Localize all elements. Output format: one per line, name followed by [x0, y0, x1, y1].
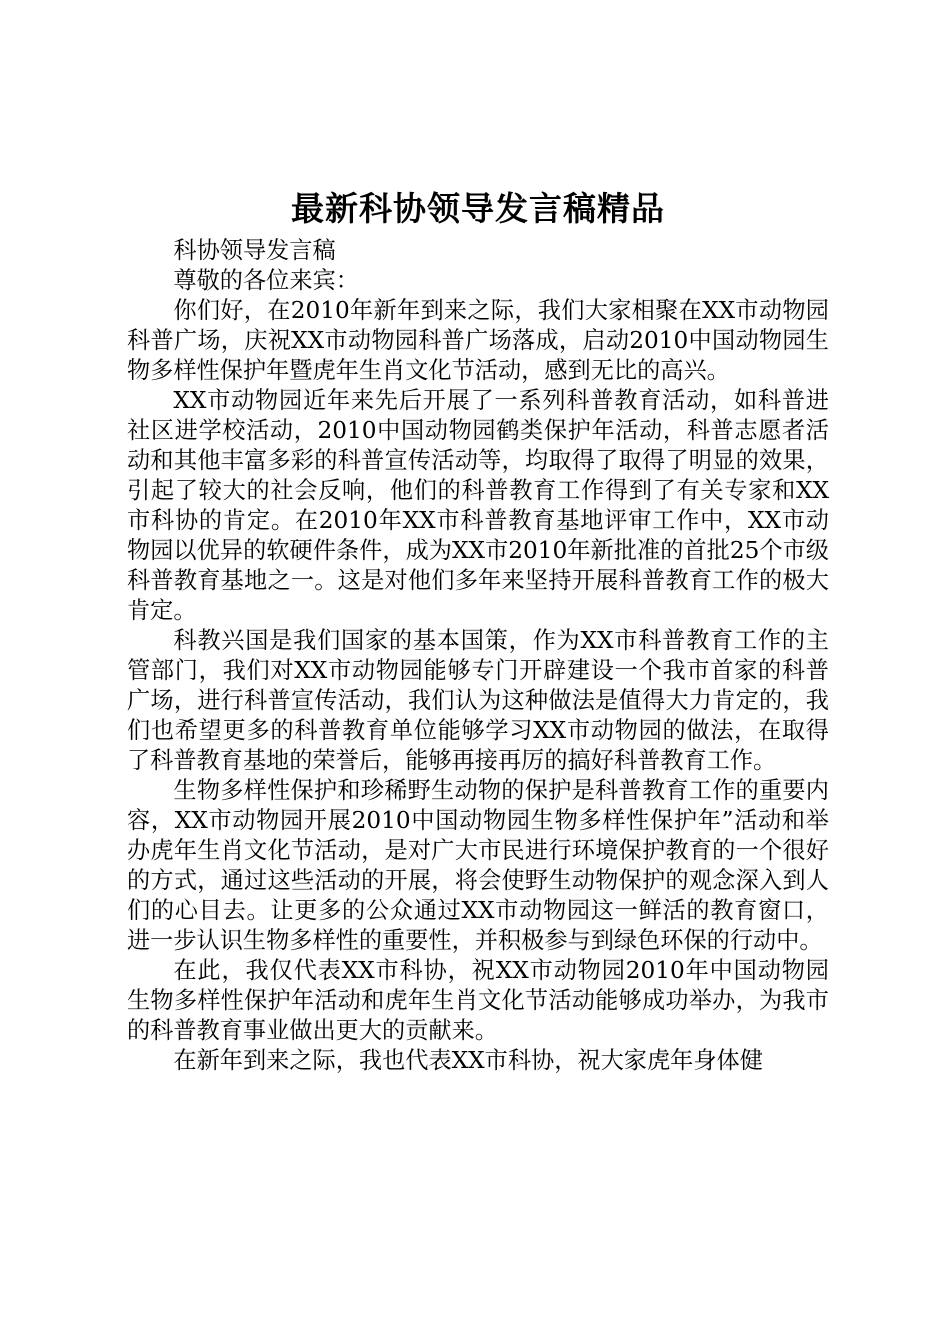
paragraph-greeting: 你们好，在2010年新年到来之际，我们大家相聚在XX市动物园科普广场，庆祝XX市动物园科普广场落成，启动2010中国动物园生物多样性保护年暨虎年生肖文化节活动，感到无比的高兴。 — [127, 297, 829, 384]
paragraph-activities: XX市动物园近年来先后开展了一系列科普教育活动，如科普进社区进学校活动，2010中国动物园鹤类保护年活动，科普志愿者活动和其他丰富多彩的科普宣传活动等，均取得了取得了明显的效果，引起了较大的社会反响，他们的科普教育工作得到了有关专家和XX市科协的肯定。在2010年XX市科普教育基地评审工作中，XX市动物园以优异的软硬件条件，成为XX市2010年新批准的首批25个市级科普教育基地之一。这是对他们多年来坚持开展科普教育工作的极大肯定。 — [127, 387, 829, 624]
paragraph-biodiversity: 生物多样性保护和珍稀野生动物的保护是科普教育工作的重要内容，XX市动物园开展2010中国动物园生物多样性保护年”活动和举办虎年生肖文化节活动，是对广大市民进行环境保护教育的一个很好的方式，通过这些活动的开展，将会使野生动物保护的观念深入到人们的心目去。让更多的公众通过XX市动物园这一鲜活的教育窗口，进一步认识生物多样性的重要性，并积极参与到绿色环保的行动中。 — [127, 777, 829, 954]
paragraph-salutation: 尊敬的各位来宾： — [173, 267, 359, 294]
document-title: 最新科协领导发言稿精品 — [291, 189, 665, 228]
paragraph-subtitle: 科协领导发言稿 — [173, 237, 336, 264]
paragraph-new-year: 在新年到来之际，我也代表XX市科协，祝大家虎年身体健 — [173, 1047, 763, 1074]
document-page — [127, 186, 829, 1076]
paragraph-policy: 科教兴国是我们国家的基本国策，作为XX市科普教育工作的主管部门，我们对XX市动物园能够专门开辟建设一个我市首家的科普广场，进行科普宣传活动，我们认为这种做法是值得大力肯定的，我们也希望更多的科普教育单位能够学习XX市动物园的做法，在取得了科普教育基地的荣誉后，能够再接再厉的搞好科普教育工作。 — [127, 627, 829, 774]
paragraph-wishes: 在此，我仅代表XX市科协，祝XX市动物园2010年中国动物园生物多样性保护年活动和虎年生肖文化节活动能够成功举办，为我市的科普教育事业做出更大的贡献来。 — [127, 957, 829, 1044]
